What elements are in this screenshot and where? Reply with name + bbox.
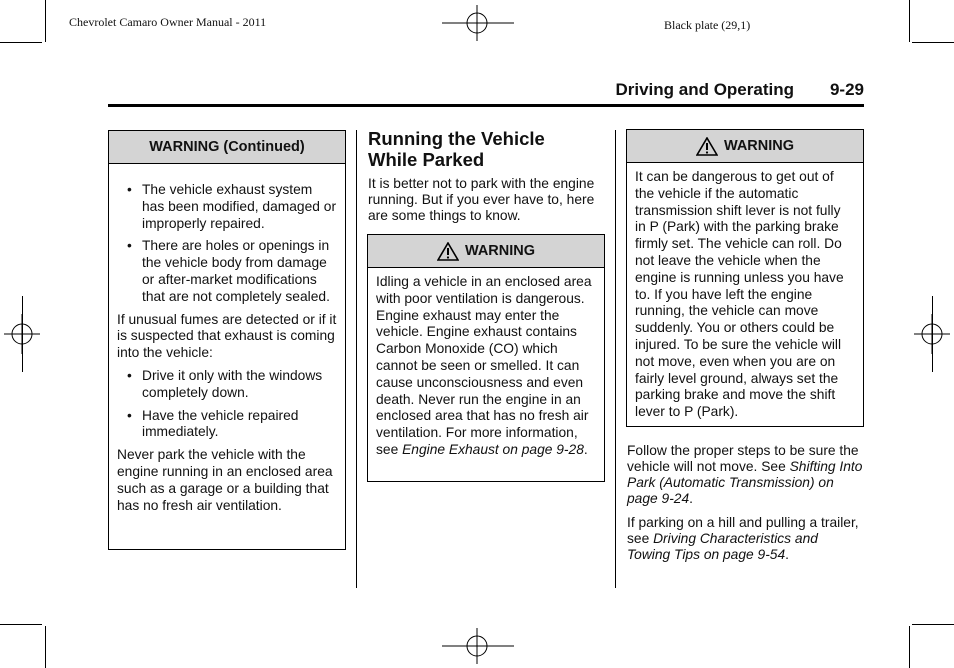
list-item-text: The vehicle exhaust system has been modified, damaged or improperly repaired.	[142, 182, 337, 231]
manual-title: Chevrolet Camaro Owner Manual - 2011	[69, 15, 267, 29]
bullet-icon: •	[127, 367, 132, 383]
list-item	[117, 368, 337, 402]
page-number: 9-29	[829, 80, 864, 99]
registration-mark-icon	[442, 628, 514, 664]
right-body-text	[627, 443, 863, 570]
page-reference-link[interactable]: Driving Characteristics and Towing Tips on page 9-54	[627, 531, 818, 562]
paragraph	[627, 515, 863, 563]
warning-title: WARNING	[464, 243, 536, 259]
list-item-text: Have the vehicle repaired immediately.	[142, 407, 299, 440]
bullet-icon: •	[127, 238, 132, 254]
warning-triangle-icon	[437, 242, 459, 261]
section-heading: Running the Vehicle While Parked	[368, 128, 545, 170]
list-item	[117, 238, 337, 305]
column-divider	[356, 130, 357, 588]
warning-box	[367, 234, 605, 482]
paragraph-text: Follow the proper steps to be sure the vehicle will not move. See	[627, 443, 859, 474]
crop-mark	[912, 624, 954, 625]
warning-box	[626, 129, 864, 427]
warning-title: WARNING	[723, 138, 795, 154]
page-reference-link[interactable]: Shifting Into Park (Automatic Transmission) on page 9-24	[627, 459, 863, 506]
warning-body: Idling a vehicle in an enclosed area with poor ventilation is dangerous. Engine exhaust may enter the vehicle. Engine exhaust contains Carbon Monoxide (CO) which cannot be seen or smelled. It can cause unconsciousness and even death. Never run the engine in an enclosed area that has no fresh air ventilation. For more information, see	[376, 274, 592, 457]
punctuation: .	[689, 491, 693, 506]
warning-header	[627, 130, 863, 163]
warning-header	[109, 131, 345, 164]
paragraph: It is better not to park with the engine running. But if you ever have to, here are some things to know.	[368, 176, 595, 223]
warning-title: WARNING (Continued)	[149, 139, 305, 155]
bullet-icon: •	[127, 407, 132, 423]
list-item-text: There are holes or openings in the vehicle body from damage or after-market modifications that are not completely sealed.	[142, 238, 330, 304]
list-item-text: Drive it only with the windows completely down.	[142, 367, 323, 400]
warning-text: It can be dangerous to get out of the vehicle if the automatic transmission shift lever is not fully in P (Park) with the parking brake firmly set. The vehicle can roll. Do not leave the vehicle when the engine is running unless you have to. If you have left the engine running, the vehicle can move suddenly. You or others could be injured. To be sure the vehicle will not move, even when you are on fairly level ground, always set the parking brake and move the shift lever to P (Park).	[635, 169, 844, 420]
bullet-icon: •	[127, 182, 132, 197]
crop-mark	[45, 0, 46, 42]
list-item	[117, 408, 337, 442]
crop-mark	[912, 42, 954, 43]
list-item	[117, 182, 337, 232]
paragraph	[627, 443, 863, 507]
intro-text	[368, 176, 608, 231]
registration-mark-icon	[914, 314, 950, 354]
paragraph-text: If parking on a hill and pulling a trailer, see	[627, 515, 859, 546]
warning-continued-box	[108, 130, 346, 550]
paragraph: If unusual fumes are detected or if it is suspected that exhaust is coming into the vehicle:	[117, 311, 337, 361]
registration-mark-icon	[4, 314, 40, 354]
bullet-list	[117, 182, 337, 306]
warning-triangle-icon	[696, 137, 718, 156]
crop-mark	[45, 626, 46, 668]
bullet-list	[117, 368, 337, 441]
crop-mark	[0, 42, 42, 43]
section-header	[108, 80, 864, 107]
crop-mark	[909, 0, 910, 42]
warning-text	[376, 274, 596, 459]
registration-mark-icon	[442, 5, 514, 41]
punctuation: .	[785, 547, 789, 562]
section-title: Driving and Operating	[615, 80, 794, 99]
page-reference-link[interactable]: Engine Exhaust on page 9-28	[402, 441, 584, 457]
punctuation: .	[583, 441, 588, 457]
column-divider	[615, 130, 616, 588]
warning-header	[368, 235, 604, 268]
paragraph: Never park the vehicle with the engine running in an enclosed area such as a garage or a building that has no fresh air ventilation.	[117, 447, 333, 513]
crop-mark	[909, 626, 910, 668]
plate-label: Black plate (29,1)	[664, 18, 751, 32]
crop-mark	[0, 624, 42, 625]
